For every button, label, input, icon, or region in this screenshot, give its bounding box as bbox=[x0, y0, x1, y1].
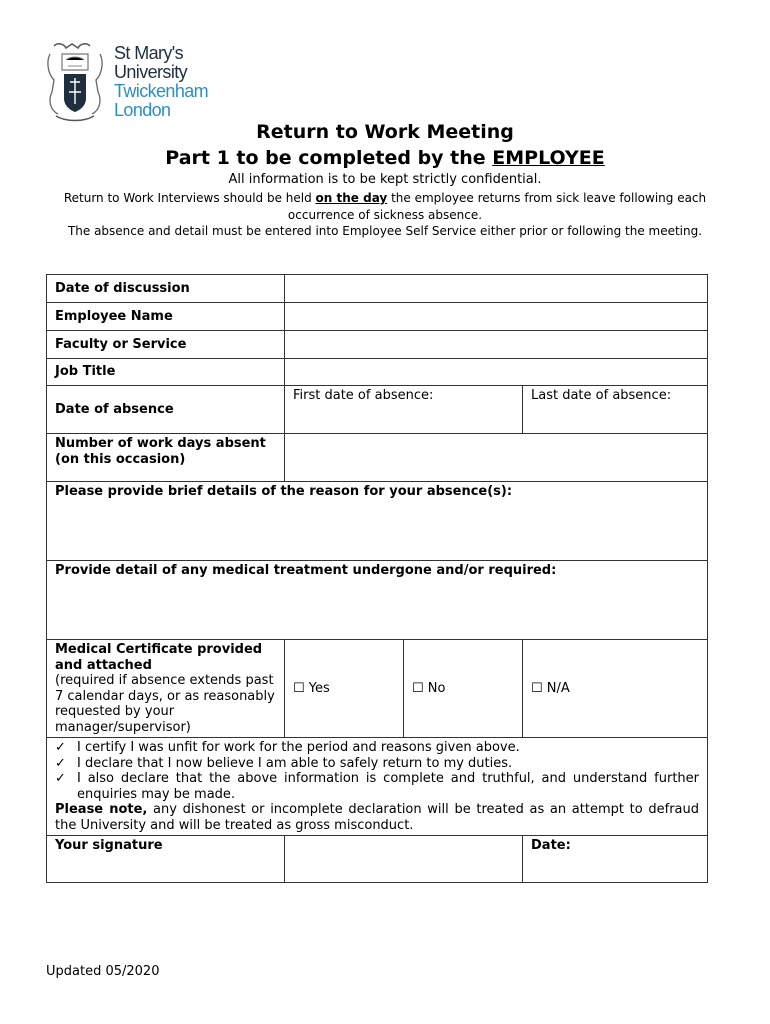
work-days-label bbox=[47, 434, 285, 482]
job-title-field[interactable] bbox=[285, 359, 708, 386]
option-na[interactable]: ☐ N/A bbox=[523, 640, 708, 738]
row-job-title bbox=[47, 359, 708, 386]
medical-certificate-title: Medical Certificate provided and attached bbox=[55, 642, 263, 673]
work-days-label-line1: Number of work days absent bbox=[55, 436, 266, 451]
subtitle-prefix: Part 1 to be completed by the bbox=[165, 147, 493, 169]
row-faculty bbox=[47, 331, 708, 359]
faculty-label: Faculty or Service bbox=[47, 331, 285, 359]
medical-certificate-note: (required if absence extends past 7 calendar days, or as reasonably requested by your manager/supervisor) bbox=[55, 673, 275, 735]
note-text: any dishonest or incomplete declaration will be treated as an attempt to defraud the University and will be treated as gross misconduct. bbox=[55, 802, 699, 833]
logo-line-2: University bbox=[114, 62, 188, 82]
return-to-work-form bbox=[46, 274, 708, 883]
date-of-discussion-field[interactable] bbox=[285, 275, 708, 303]
held-emphasis: on the day bbox=[315, 191, 388, 205]
signature-field[interactable] bbox=[285, 836, 523, 883]
logo-line-3: Twickenham bbox=[114, 81, 209, 101]
ess-notice: The absence and detail must be entered into Employee Self Service either prior or following the meeting. bbox=[67, 224, 703, 238]
faculty-field[interactable] bbox=[285, 331, 708, 359]
work-days-label-line2: (on this occasion) bbox=[55, 451, 186, 467]
held-notice bbox=[46, 190, 724, 223]
logo-wordmark bbox=[114, 44, 208, 120]
row-reason bbox=[47, 482, 708, 561]
declaration-cell bbox=[47, 738, 708, 836]
subtitle-emphasis: EMPLOYEE bbox=[492, 147, 605, 169]
row-employee-name bbox=[47, 303, 708, 331]
row-work-days bbox=[47, 434, 708, 482]
held-suffix: the employee returns from sick leave following each occurrence of sickness absence. bbox=[287, 191, 707, 222]
declaration-list bbox=[55, 740, 699, 802]
row-medical-certificate bbox=[47, 640, 708, 738]
employee-name-label: Employee Name bbox=[47, 303, 285, 331]
declaration-item: ✓ I declare that I now believe I am able to safely return to my duties. bbox=[55, 756, 699, 772]
page-title: Return to Work Meeting bbox=[256, 121, 514, 143]
work-days-field[interactable] bbox=[285, 434, 708, 482]
job-title-label: Job Title bbox=[47, 359, 285, 386]
note-label: Please note, bbox=[55, 802, 148, 817]
row-medical-treatment bbox=[47, 561, 708, 640]
medical-certificate-label bbox=[47, 640, 285, 738]
option-yes[interactable]: ☐ Yes bbox=[285, 640, 404, 738]
option-no[interactable]: ☐ No bbox=[404, 640, 523, 738]
logo-line-1: St Mary's bbox=[114, 43, 184, 63]
date-of-absence-label: Date of absence bbox=[47, 386, 285, 434]
crest-icon bbox=[44, 40, 106, 124]
medical-treatment-field[interactable]: Provide detail of any medical treatment undergone and/or required: bbox=[47, 561, 708, 640]
row-date-of-discussion bbox=[47, 275, 708, 303]
date-field[interactable]: Date: bbox=[523, 836, 708, 883]
last-date-field[interactable]: Last date of absence: bbox=[523, 386, 708, 434]
footer-updated: Updated 05/2020 bbox=[46, 964, 160, 979]
signature-label: Your signature bbox=[47, 836, 285, 883]
reason-field[interactable]: Please provide brief details of the reason for your absence(s): bbox=[47, 482, 708, 561]
employee-name-field[interactable] bbox=[285, 303, 708, 331]
row-signature bbox=[47, 836, 708, 883]
held-prefix: Return to Work Interviews should be held bbox=[63, 191, 316, 205]
row-declaration bbox=[47, 738, 708, 836]
first-date-field[interactable]: First date of absence: bbox=[285, 386, 523, 434]
university-logo bbox=[44, 40, 224, 126]
row-date-of-absence bbox=[47, 386, 708, 434]
declaration-item: ✓ I certify I was unfit for work for the period and reasons given above. bbox=[55, 740, 699, 756]
declaration-item: ✓ I also declare that the above information is complete and truthful, and understand further enquiries may be made. bbox=[55, 771, 699, 802]
confidential-notice: All information is to be kept strictly confidential. bbox=[228, 172, 542, 187]
page-subtitle bbox=[0, 147, 770, 169]
date-of-discussion-label: Date of discussion bbox=[47, 275, 285, 303]
logo-line-4: London bbox=[114, 100, 171, 120]
misconduct-note bbox=[55, 802, 699, 833]
